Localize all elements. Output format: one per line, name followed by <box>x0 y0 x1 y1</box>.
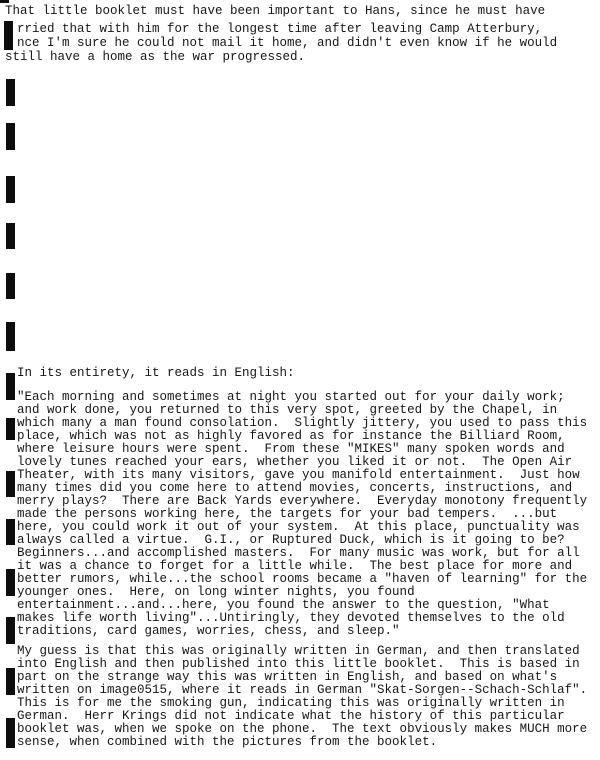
text-line: rried that with him for the longest time after leaving Camp Atterbury, <box>17 22 543 36</box>
closing-line: written on image0515, where it reads in German "Skat-Sorgen--Schach-Schlaf". <box>17 683 588 697</box>
closing-line: booklet was, when we spoke on the phone. The text obviously makes MUCH more <box>17 722 588 736</box>
quote-line: "Each morning and sometimes at night you started out for your daily work; <box>17 390 565 404</box>
margin-mark <box>6 569 15 596</box>
quote-line: younger ones. Here, on long winter nights, you found <box>17 585 415 599</box>
margin-mark <box>6 617 15 644</box>
closing-line: My guess is that this was originally written in German, and then translated <box>17 644 580 658</box>
quote-line: and work done, you returned to this very spot, greeted by the Chapel, in <box>17 403 558 417</box>
margin-mark <box>6 79 15 106</box>
margin-mark <box>6 176 15 203</box>
margin-mark <box>6 322 15 351</box>
quote-line: lovely tunes reached your ears, whether you liked it or not. The Open Air <box>17 455 573 469</box>
quote-line: where leisure hours were spent. From these "MIKES" many spoken words and <box>17 442 565 456</box>
quote-line: always called a virtue. G.I., or Ruptured Duck, which is it going to be? <box>17 533 565 547</box>
closing-line: German. Herr Krings did not indicate what the history of this particular <box>17 709 565 723</box>
margin-mark <box>6 223 15 249</box>
text-line: nce I'm sure he could not mail it home, and didn't even know if he would <box>17 36 558 50</box>
quote-line: merry plays? There are Back Yards everywhere. Everyday monotony frequently <box>17 494 588 508</box>
quote-line: Theater, with its many visitors, gave you manifold entertainment. Just how <box>17 468 580 482</box>
closing-line: sense, when combined with the pictures from the booklet. <box>17 735 438 749</box>
quote-line: many times did you come here to attend movies, concerts, instructions, and <box>17 481 573 495</box>
quote-line: it was a chance to forget for a little while. The best place for more and <box>17 559 573 573</box>
margin-mark <box>6 273 15 299</box>
margin-mark <box>6 418 15 440</box>
quote-line: traditions, card games, worries, chess, and sleep." <box>17 624 400 638</box>
text-line: That little booklet must have been important to Hans, since he must have <box>5 4 546 18</box>
quote-line: which many a man found consolation. Slightly jittery, you used to pass this <box>17 416 588 430</box>
quote-line: made the persons working here, the targets for your bad tempers. ...but <box>17 507 558 521</box>
quote-line: makes life worth living"...Untiringly, they devoted themselves to the old <box>17 611 565 625</box>
margin-mark <box>6 718 15 748</box>
quote-line: place, which was not as highly favored as for instance the Billiard Room, <box>17 429 565 443</box>
margin-mark <box>6 123 15 150</box>
intro-line: In its entirety, it reads in English: <box>17 366 295 380</box>
closing-line: into English and then published into this little booklet. This is based in <box>17 657 580 671</box>
margin-mark <box>6 519 15 545</box>
closing-line: part on the strange way this was written in English, and based on what's <box>17 670 558 684</box>
quote-line: entertainment...and...here, you found the answer to the question, "What <box>17 598 550 612</box>
margin-mark <box>6 471 15 497</box>
margin-mark <box>0 0 9 3</box>
margin-mark <box>6 373 15 400</box>
quote-line: Beginners...and accomplished masters. For many music was work, but for all <box>17 546 580 560</box>
text-line: still have a home as the war progressed. <box>5 50 306 64</box>
margin-mark <box>4 36 13 50</box>
margin-mark <box>6 668 15 695</box>
quote-line: here, you could work it out of your system. At this place, punctuality was <box>17 520 580 534</box>
quote-line: better rumors, while...the school rooms became a "haven of learning" for the <box>17 572 588 586</box>
closing-line: This is for me the smoking gun, indicating this was originally written in <box>17 696 565 710</box>
